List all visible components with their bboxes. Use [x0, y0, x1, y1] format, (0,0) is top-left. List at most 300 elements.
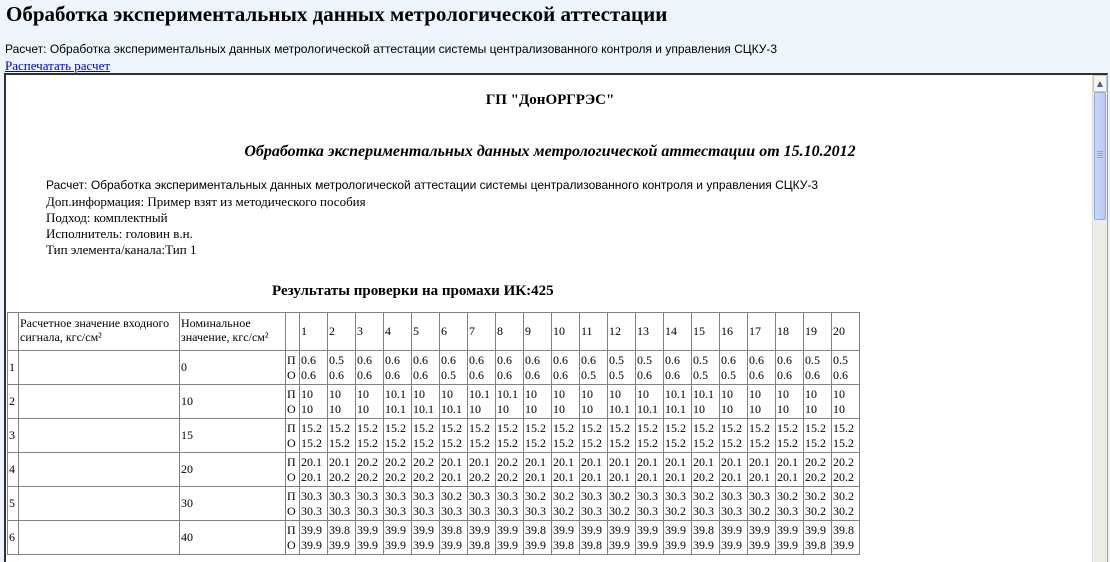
vertical-scrollbar[interactable] — [1092, 75, 1107, 562]
measurement-cell — [356, 351, 384, 385]
value-p: 39.9 — [805, 522, 826, 537]
value-o: 39.9 — [413, 537, 434, 552]
value-p: 30.2 — [693, 488, 714, 503]
value-p: 20.1 — [581, 454, 602, 469]
value-p: 30.2 — [441, 488, 462, 503]
value-p: 15.2 — [469, 420, 490, 435]
measurement-cell — [580, 453, 608, 487]
value-o: 30.2 — [609, 503, 630, 518]
value-p: 20.1 — [693, 454, 714, 469]
header-nominal-value: Номинальное значение, кгс/см² — [180, 313, 286, 351]
value-p: 15.2 — [525, 420, 546, 435]
value-o: 20.2 — [497, 469, 518, 484]
measurement-cell — [832, 419, 860, 453]
measurement-cell — [776, 453, 804, 487]
value-o: 20.2 — [385, 469, 406, 484]
value-p: 20.1 — [441, 454, 462, 469]
value-o: 39.9 — [497, 537, 518, 552]
report-content — [6, 75, 1094, 562]
measurement-cell — [608, 521, 636, 555]
measurement-cell — [412, 521, 440, 555]
measurement-cell — [384, 385, 412, 419]
value-o: 39.8 — [805, 537, 826, 552]
value-o: 20.1 — [553, 469, 574, 484]
value-p: 30.3 — [497, 488, 518, 503]
value-o: 15.2 — [413, 435, 434, 450]
measurement-cell — [664, 419, 692, 453]
value-o: 0.6 — [525, 367, 540, 382]
measurement-cell — [804, 487, 832, 521]
value-o: 30.3 — [497, 503, 518, 518]
value-o: 0.6 — [665, 367, 680, 382]
value-o: 10.1 — [413, 401, 434, 416]
value-o: 39.9 — [693, 537, 714, 552]
value-o: 30.2 — [749, 503, 770, 518]
measurement-cell — [384, 453, 412, 487]
measurement-cell — [328, 385, 356, 419]
info-performer: Исполнитель: головин в.н. — [46, 226, 193, 241]
nominal-value-cell: 20 — [180, 453, 286, 487]
value-o: 39.8 — [553, 537, 574, 552]
measurement-cell — [552, 521, 580, 555]
value-p: 20.1 — [469, 454, 490, 469]
row-number: 6 — [8, 521, 19, 555]
measurement-cell — [636, 351, 664, 385]
measurement-cell — [776, 419, 804, 453]
value-p: 20.1 — [525, 454, 546, 469]
measurement-cell — [664, 351, 692, 385]
value-o: 15.2 — [749, 435, 770, 450]
header-measurement-number: 1 — [300, 313, 328, 351]
value-o: 15.2 — [357, 435, 378, 450]
value-o: 0.6 — [777, 367, 792, 382]
measurement-cell — [412, 453, 440, 487]
value-o: 15.2 — [301, 435, 322, 450]
value-p: 20.1 — [553, 454, 574, 469]
calc-value-cell — [19, 385, 180, 419]
measurement-cell — [468, 385, 496, 419]
header-measurement-number: 10 — [552, 313, 580, 351]
value-o: 15.2 — [833, 435, 854, 450]
organization-name: ГП "ДонОРГРЭС" — [485, 92, 615, 108]
measurement-cell — [440, 487, 468, 521]
value-o: 30.2 — [805, 503, 826, 518]
value-o: 0.5 — [609, 367, 624, 382]
value-o: 10 — [553, 401, 565, 416]
value-p: 39.8 — [833, 522, 854, 537]
measurement-cell — [608, 453, 636, 487]
nominal-value-cell: 0 — [180, 351, 286, 385]
value-p: 30.3 — [385, 488, 406, 503]
value-o: 10 — [805, 401, 817, 416]
header-measurement-number: 8 — [496, 313, 524, 351]
value-p: 0.6 — [497, 352, 512, 367]
value-p: 15.2 — [581, 420, 602, 435]
value-o: 15.2 — [721, 435, 742, 450]
value-p: 10.1 — [665, 386, 686, 401]
measurement-cell — [692, 385, 720, 419]
measurement-cell — [496, 487, 524, 521]
measurement-cell — [804, 351, 832, 385]
value-p: 20.1 — [749, 454, 770, 469]
measurement-cell — [384, 419, 412, 453]
value-p: 10.1 — [497, 386, 518, 401]
label-o: О — [287, 503, 296, 518]
header-measurement-number: 14 — [664, 313, 692, 351]
value-p: 10 — [637, 386, 649, 401]
value-p: 0.6 — [413, 352, 428, 367]
report-frame — [4, 73, 1108, 562]
measurement-cell — [776, 487, 804, 521]
value-p: 39.9 — [357, 522, 378, 537]
row-type-labels — [286, 521, 300, 555]
value-p: 30.3 — [637, 488, 658, 503]
header-measurement-number: 15 — [692, 313, 720, 351]
value-p: 15.2 — [721, 420, 742, 435]
value-o: 0.6 — [329, 367, 344, 382]
value-o: 30.3 — [777, 503, 798, 518]
measurement-cell — [608, 351, 636, 385]
calc-value-cell — [19, 351, 180, 385]
value-p: 15.2 — [777, 420, 798, 435]
label-o: О — [287, 469, 296, 484]
value-p: 15.2 — [329, 420, 350, 435]
value-p: 10 — [805, 386, 817, 401]
measurement-cell — [440, 419, 468, 453]
value-o: 39.8 — [581, 537, 602, 552]
measurement-cell — [636, 453, 664, 487]
value-o: 20.2 — [805, 469, 826, 484]
info-extra: Доп.информация: Пример взят из методического пособия — [46, 194, 366, 209]
value-p: 30.3 — [357, 488, 378, 503]
value-o: 30.3 — [525, 503, 546, 518]
value-p: 15.2 — [805, 420, 826, 435]
value-o: 39.9 — [637, 537, 658, 552]
measurement-cell — [412, 385, 440, 419]
row-type-labels — [286, 351, 300, 385]
value-o: 15.2 — [497, 435, 518, 450]
measurement-cell — [832, 453, 860, 487]
value-p: 10 — [833, 386, 845, 401]
value-p: 0.5 — [609, 352, 624, 367]
value-p: 0.6 — [301, 352, 316, 367]
measurement-cell — [748, 487, 776, 521]
table-row — [8, 419, 860, 453]
measurement-cell — [524, 521, 552, 555]
label-o: О — [287, 435, 296, 450]
table-body — [8, 313, 860, 555]
measurement-cell — [580, 521, 608, 555]
value-o: 30.3 — [441, 503, 462, 518]
value-o: 39.9 — [357, 537, 378, 552]
measurement-cell — [720, 351, 748, 385]
value-o: 0.6 — [469, 367, 484, 382]
header-measurement-number: 11 — [580, 313, 608, 351]
header-measurement-number: 18 — [776, 313, 804, 351]
measurement-cell — [384, 351, 412, 385]
value-o: 0.5 — [441, 367, 456, 382]
value-p: 20.1 — [301, 454, 322, 469]
measurement-cell — [524, 351, 552, 385]
value-p: 39.9 — [749, 522, 770, 537]
value-o: 30.2 — [665, 503, 686, 518]
measurement-cell — [440, 453, 468, 487]
value-o: 0.5 — [581, 367, 596, 382]
header-measurement-number: 12 — [608, 313, 636, 351]
value-p: 39.9 — [413, 522, 434, 537]
value-o: 15.2 — [553, 435, 574, 450]
value-p: 10.1 — [693, 386, 714, 401]
value-p: 39.9 — [497, 522, 518, 537]
measurement-cell — [776, 521, 804, 555]
measurement-cell — [832, 385, 860, 419]
value-o: 30.3 — [357, 503, 378, 518]
measurement-cell — [636, 419, 664, 453]
value-p: 39.9 — [581, 522, 602, 537]
value-o: 15.2 — [469, 435, 490, 450]
measurement-cell — [748, 385, 776, 419]
header-measurement-number: 3 — [356, 313, 384, 351]
measurement-cell — [328, 351, 356, 385]
value-p: 30.2 — [777, 488, 798, 503]
row-type-labels — [286, 487, 300, 521]
value-o: 20.2 — [357, 469, 378, 484]
measurement-cell — [832, 487, 860, 521]
value-o: 20.1 — [581, 469, 602, 484]
measurement-cell — [468, 419, 496, 453]
value-o: 15.2 — [609, 435, 630, 450]
label-p: П — [287, 488, 296, 503]
value-o: 39.9 — [833, 537, 854, 552]
measurement-cell — [692, 521, 720, 555]
measurement-cell — [580, 385, 608, 419]
measurement-cell — [384, 521, 412, 555]
value-p: 0.5 — [833, 352, 848, 367]
value-p: 30.2 — [833, 488, 854, 503]
value-o: 0.6 — [413, 367, 428, 382]
measurement-cell — [720, 419, 748, 453]
header-measurement-number: 19 — [804, 313, 832, 351]
measurement-cell — [496, 453, 524, 487]
measurement-cell — [832, 351, 860, 385]
value-p: 39.9 — [665, 522, 686, 537]
measurement-cell — [328, 419, 356, 453]
value-o: 39.9 — [665, 537, 686, 552]
value-p: 20.2 — [413, 454, 434, 469]
value-p: 0.6 — [665, 352, 680, 367]
value-p: 39.9 — [609, 522, 630, 537]
value-o: 39.8 — [469, 537, 490, 552]
label-o: О — [287, 367, 296, 382]
measurement-cell — [664, 385, 692, 419]
measurement-cell — [356, 419, 384, 453]
value-o: 30.3 — [693, 503, 714, 518]
value-o: 20.1 — [749, 469, 770, 484]
value-o: 0.6 — [357, 367, 372, 382]
scroll-up-arrow-icon[interactable]: ▲ — [1093, 75, 1107, 92]
measurement-cell — [300, 351, 328, 385]
measurement-cell — [440, 351, 468, 385]
value-p: 10 — [721, 386, 733, 401]
measurement-cell — [552, 385, 580, 419]
info-approach: Подход: комплектный — [46, 210, 168, 225]
value-o: 0.6 — [497, 367, 512, 382]
calc-value-cell — [19, 453, 180, 487]
value-o: 39.9 — [385, 537, 406, 552]
table-row — [8, 487, 860, 521]
table-header-row — [8, 313, 860, 351]
value-p: 10 — [777, 386, 789, 401]
value-o: 15.2 — [525, 435, 546, 450]
header-measurement-number: 5 — [412, 313, 440, 351]
scroll-thumb[interactable] — [1094, 92, 1106, 220]
value-o: 20.2 — [469, 469, 490, 484]
value-o: 0.6 — [637, 367, 652, 382]
measurement-cell — [524, 487, 552, 521]
value-p: 15.2 — [833, 420, 854, 435]
results-table — [7, 312, 860, 555]
value-p: 20.1 — [637, 454, 658, 469]
measurement-cell — [468, 521, 496, 555]
value-p: 30.2 — [805, 488, 826, 503]
measurement-cell — [356, 453, 384, 487]
value-p: 10 — [609, 386, 621, 401]
value-o: 10 — [525, 401, 537, 416]
value-p: 10.1 — [469, 386, 490, 401]
calc-value-cell — [19, 487, 180, 521]
info-calculation: Расчет: Обработка экспериментальных данных метрологической аттестации системы централизованного контроля и управления СЦКУ-3 — [46, 178, 819, 192]
value-o: 20.2 — [413, 469, 434, 484]
value-p: 39.9 — [637, 522, 658, 537]
info-element-type: Тип элемента/канала:Тип 1 — [46, 242, 197, 257]
measurement-cell — [664, 453, 692, 487]
measurement-cell — [440, 385, 468, 419]
value-p: 30.3 — [749, 488, 770, 503]
measurement-cell — [748, 419, 776, 453]
measurement-cell — [356, 521, 384, 555]
measurement-cell — [580, 487, 608, 521]
measurement-cell — [636, 521, 664, 555]
value-p: 30.3 — [301, 488, 322, 503]
value-o: 39.9 — [721, 537, 742, 552]
value-p: 10 — [525, 386, 537, 401]
value-p: 20.2 — [385, 454, 406, 469]
value-p: 10 — [581, 386, 593, 401]
value-o: 39.9 — [609, 537, 630, 552]
measurement-cell — [552, 453, 580, 487]
value-p: 15.2 — [693, 420, 714, 435]
value-o: 10 — [329, 401, 341, 416]
value-p: 15.2 — [357, 420, 378, 435]
print-calculation-link[interactable]: Распечатать расчет — [5, 58, 111, 73]
measurement-cell — [776, 351, 804, 385]
measurement-cell — [300, 487, 328, 521]
value-p: 10 — [301, 386, 313, 401]
value-p: 0.6 — [581, 352, 596, 367]
value-o: 30.3 — [329, 503, 350, 518]
measurement-cell — [496, 351, 524, 385]
table-row — [8, 453, 860, 487]
measurement-cell — [300, 385, 328, 419]
value-p: 15.2 — [609, 420, 630, 435]
value-o: 15.2 — [665, 435, 686, 450]
value-p: 30.2 — [609, 488, 630, 503]
value-o: 39.9 — [525, 537, 546, 552]
measurement-cell — [524, 453, 552, 487]
value-p: 39.8 — [441, 522, 462, 537]
value-o: 39.9 — [749, 537, 770, 552]
value-p: 10 — [441, 386, 453, 401]
measurement-cell — [804, 385, 832, 419]
value-o: 30.3 — [721, 503, 742, 518]
value-o: 30.3 — [637, 503, 658, 518]
value-p: 39.9 — [301, 522, 322, 537]
measurement-cell — [580, 351, 608, 385]
value-o: 39.9 — [441, 537, 462, 552]
value-p: 30.3 — [581, 488, 602, 503]
value-p: 20.2 — [497, 454, 518, 469]
value-o: 10 — [301, 401, 313, 416]
value-o: 15.2 — [777, 435, 798, 450]
measurement-cell — [804, 521, 832, 555]
page-header — [0, 0, 1110, 74]
value-p: 0.6 — [441, 352, 456, 367]
measurement-cell — [412, 419, 440, 453]
value-p: 39.8 — [693, 522, 714, 537]
header-measurement-number: 9 — [524, 313, 552, 351]
value-o: 20.1 — [721, 469, 742, 484]
value-p: 0.6 — [721, 352, 736, 367]
measurement-cell — [440, 521, 468, 555]
measurement-cell — [468, 453, 496, 487]
value-p: 15.2 — [553, 420, 574, 435]
value-p: 15.2 — [665, 420, 686, 435]
value-o: 15.2 — [581, 435, 602, 450]
measurement-cell — [412, 487, 440, 521]
value-p: 30.3 — [721, 488, 742, 503]
row-number: 5 — [8, 487, 19, 521]
measurement-cell — [692, 453, 720, 487]
header-measurement-number: 6 — [440, 313, 468, 351]
measurement-cell — [608, 487, 636, 521]
value-o: 30.3 — [469, 503, 490, 518]
value-o: 20.1 — [441, 469, 462, 484]
row-type-labels — [286, 453, 300, 487]
value-p: 20.2 — [357, 454, 378, 469]
measurement-cell — [580, 419, 608, 453]
value-o: 30.3 — [385, 503, 406, 518]
value-o: 10 — [721, 401, 733, 416]
measurement-cell — [748, 521, 776, 555]
value-p: 15.2 — [749, 420, 770, 435]
value-p: 15.2 — [413, 420, 434, 435]
value-p: 39.9 — [721, 522, 742, 537]
value-o: 10 — [749, 401, 761, 416]
value-p: 20.1 — [665, 454, 686, 469]
value-o: 0.6 — [833, 367, 848, 382]
measurement-cell — [552, 351, 580, 385]
measurement-cell — [468, 487, 496, 521]
measurement-cell — [608, 385, 636, 419]
value-o: 0.6 — [749, 367, 764, 382]
value-o: 10 — [833, 401, 845, 416]
value-p: 30.2 — [525, 488, 546, 503]
header-calc-value: Расчетное значение входного сигнала, кгс/см² — [19, 313, 180, 351]
value-p: 39.9 — [777, 522, 798, 537]
measurement-cell — [664, 521, 692, 555]
value-o: 10 — [693, 401, 705, 416]
value-o: 10 — [581, 401, 593, 416]
